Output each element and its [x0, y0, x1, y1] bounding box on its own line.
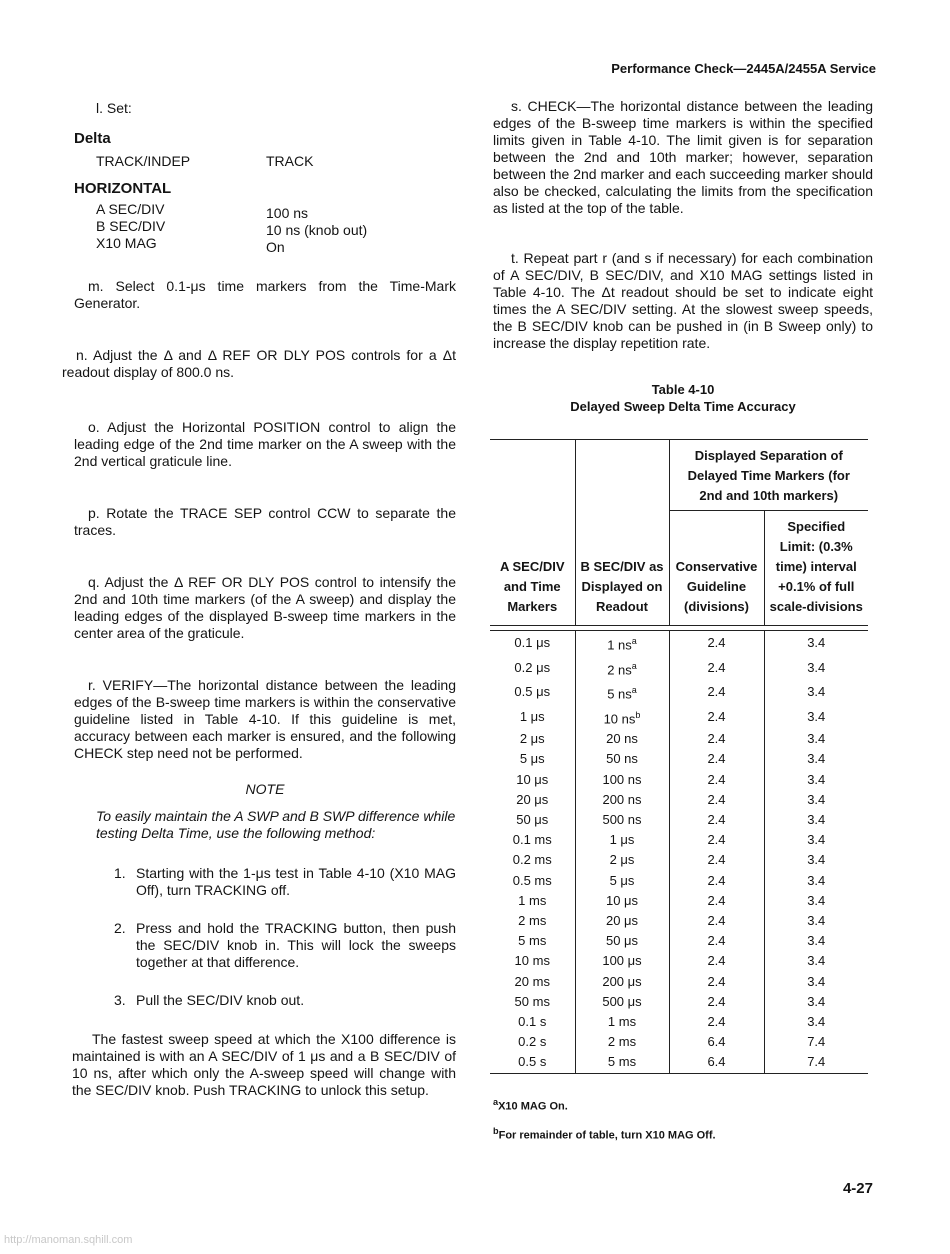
- cell-text: 10 μs: [516, 771, 549, 787]
- cell-text: 3.4: [807, 892, 826, 908]
- cell-text: 0.1 μs: [514, 635, 551, 651]
- cell-text: 3.4: [807, 973, 826, 989]
- step-l: l. Set:: [96, 100, 132, 116]
- step-s: s. CHECK—The horizontal distance between the leading edges of the B-sweep time markers is within the specified limits given in Table 4-10. The limit given is for separation between the 2nd and 10th marker; however, separation between the 2nd marker and each succeeding marker should also be checked, calculating the limits from the specification as listed at the top of the table.: [493, 98, 873, 216]
- table-row: [490, 749, 868, 769]
- cell-text: 0.2 μs: [514, 659, 551, 675]
- list-item-number: 3.: [114, 992, 126, 1008]
- setting-label: X10 MAG: [96, 235, 157, 251]
- cell-text: 2.4: [707, 852, 726, 868]
- table-row: [490, 951, 868, 971]
- footnote-ref: a: [631, 636, 637, 646]
- table-row: [490, 729, 868, 749]
- cell-conservative: [669, 891, 764, 911]
- cell-text: 3.4: [807, 852, 826, 868]
- cell-text: 1 μs: [519, 708, 545, 724]
- cell-conservative: [669, 705, 764, 730]
- cell-text: 100 μs: [602, 953, 642, 969]
- cell-text: 0.5 ms: [512, 872, 552, 888]
- cell-b-sec-div: [575, 951, 669, 971]
- cell-text: 2.4: [707, 791, 726, 807]
- cell-specified: [764, 1012, 868, 1032]
- cell-b-sec-div: [575, 705, 669, 730]
- cell-text: 3.4: [807, 751, 826, 767]
- table-row: [490, 790, 868, 810]
- cell-text: 50 ns: [606, 751, 638, 767]
- table-row: [490, 1012, 868, 1032]
- cell-specified: [764, 810, 868, 830]
- cell-a-sec-div: [490, 770, 575, 790]
- cell-specified: [764, 850, 868, 870]
- cell-a-sec-div: [490, 911, 575, 931]
- cell-specified: [764, 729, 868, 749]
- cell-text: 20 μs: [605, 912, 639, 928]
- cell-text: 2.4: [707, 912, 726, 928]
- table-row: [490, 972, 868, 992]
- col-header-conservative: [669, 511, 764, 626]
- col-header-b-sec-div: [575, 440, 669, 626]
- cell-specified: [764, 992, 868, 1012]
- cell-text: 200 ns: [602, 791, 642, 807]
- cell-text: 50 μs: [605, 933, 639, 949]
- cell-specified: [764, 1032, 868, 1052]
- table-row: [490, 891, 868, 911]
- table-row: [490, 680, 868, 705]
- cell-a-sec-div: [490, 656, 575, 681]
- cell-text: 2 ms: [518, 912, 547, 928]
- cell-text: 50 μs: [516, 811, 549, 827]
- cell-text: 3.4: [807, 872, 826, 888]
- horizontal-heading: HORIZONTAL: [74, 180, 172, 197]
- cell-text: 3.4: [807, 912, 826, 928]
- list-item-text: Pull the SEC/DIV knob out.: [136, 992, 305, 1008]
- col-header-a-sec-div: [490, 440, 575, 626]
- cell-b-sec-div: [575, 1032, 669, 1052]
- table-row: [490, 1032, 868, 1052]
- cell-b-sec-div: [575, 749, 669, 769]
- cell-a-sec-div: [490, 891, 575, 911]
- cell-a-sec-div: [490, 850, 575, 870]
- cell-conservative: [669, 790, 764, 810]
- cell-text: 3.4: [807, 993, 826, 1009]
- cell-text: 200 μs: [602, 973, 642, 989]
- setting-label: TRACK/INDEP: [96, 153, 191, 169]
- cell-text: 2 μs: [609, 852, 635, 868]
- cell-text: 20 μs: [516, 791, 549, 807]
- cell-b-sec-div: [575, 1012, 669, 1032]
- cell-conservative: [669, 871, 764, 891]
- footnote-b: [493, 1123, 873, 1145]
- col-header-text: A SEC/DIV and Time Markers: [499, 559, 565, 614]
- cell-text: 3.4: [807, 731, 826, 747]
- cell-text: 0.5 μs: [514, 684, 551, 700]
- setting-value: 10 ns (knob out): [266, 222, 368, 238]
- group-header-text: Displayed Separation of Delayed Time Markers (for 2nd and 10th markers): [687, 448, 850, 503]
- cell-text: 500 ns: [602, 811, 642, 827]
- note-steps: [74, 865, 456, 1009]
- left-column: [62, 100, 456, 1099]
- data-table: [490, 439, 868, 1074]
- list-item: [74, 920, 456, 971]
- running-header: Performance Check—2445A/2455A Service: [611, 61, 876, 76]
- cell-a-sec-div: [490, 729, 575, 749]
- table-row: [490, 1052, 868, 1073]
- cell-b-sec-div: [575, 810, 669, 830]
- cell-a-sec-div: [490, 972, 575, 992]
- table-row: [490, 931, 868, 951]
- cell-text: 3.4: [807, 771, 826, 787]
- cell-conservative: [669, 729, 764, 749]
- cell-text: 1 μs: [609, 832, 635, 848]
- cell-conservative: [669, 680, 764, 705]
- cell-text: 3.4: [807, 953, 826, 969]
- cell-specified: [764, 951, 868, 971]
- cell-a-sec-div: [490, 705, 575, 730]
- cell-a-sec-div: [490, 931, 575, 951]
- footnote-ref: a: [631, 685, 637, 696]
- cell-specified: [764, 631, 868, 656]
- cell-text: 0.2 s: [518, 1034, 547, 1050]
- cell-specified: [764, 911, 868, 931]
- cell-text: 2.4: [707, 684, 726, 700]
- cell-text: 2.4: [707, 751, 726, 767]
- cell-text: 2.4: [707, 933, 726, 949]
- cell-text: 2 μs: [519, 731, 545, 747]
- cell-a-sec-div: [490, 749, 575, 769]
- cell-b-sec-div: [575, 680, 669, 705]
- footnote-text: For remainder of table, turn X10 MAG Off.: [498, 1129, 716, 1142]
- setting-value: TRACK: [266, 153, 314, 169]
- cell-conservative: [669, 1012, 764, 1032]
- cell-b-sec-div: [575, 790, 669, 810]
- cell-conservative: [669, 911, 764, 931]
- setting-row-a-sec-div: [96, 201, 456, 221]
- step-o: o. Adjust the Horizontal POSITION control to align the leading edge of the 2nd time marker on the A sweep with the 2nd vertical graticule line.: [74, 419, 456, 469]
- cell-text: 7.4: [807, 1034, 826, 1050]
- cell-text: 5 ms: [518, 933, 547, 949]
- cell-text: 2.4: [707, 872, 726, 888]
- cell-b-sec-div: [575, 656, 669, 681]
- cell-b-sec-div: [575, 631, 669, 656]
- cell-b-sec-div: [575, 770, 669, 790]
- col-header-text: B SEC/DIV as Displayed on Readout: [580, 559, 664, 614]
- cell-text: 2.4: [707, 973, 726, 989]
- cell-a-sec-div: [490, 992, 575, 1012]
- cell-conservative: [669, 830, 764, 850]
- table-row: [490, 830, 868, 850]
- cell-conservative: [669, 992, 764, 1012]
- cell-specified: [764, 790, 868, 810]
- cell-b-sec-div: [575, 830, 669, 850]
- cell-text: 2.4: [707, 659, 726, 675]
- cell-text: 2.4: [707, 832, 726, 848]
- cell-specified: [764, 749, 868, 769]
- cell-b-sec-div: [575, 911, 669, 931]
- list-item: [74, 992, 456, 1009]
- cell-b-sec-div: [575, 972, 669, 992]
- cell-a-sec-div: [490, 1052, 575, 1073]
- footnote-mark: b: [493, 1126, 499, 1137]
- cell-text: 2.4: [707, 892, 726, 908]
- cell-text: 1 ms: [607, 1013, 637, 1029]
- step-q: q. Adjust the Δ REF OR DLY POS control to intensify the 2nd and 10th time markers (of the A sweep) and display the leading edges of the displayed B-sweep time markers in the center area of the graticule.: [74, 574, 456, 641]
- note-title: NOTE: [245, 781, 285, 797]
- setting-row-track-indep: [74, 153, 456, 170]
- cell-conservative: [669, 972, 764, 992]
- cell-text: 6.4: [707, 1034, 726, 1050]
- col-header-text: Specified Limit: (0.3% time) interval +0.1% of full scale-divisions: [769, 519, 863, 614]
- cell-specified: [764, 656, 868, 681]
- footnote-ref: b: [635, 709, 641, 720]
- footnote-ref: a: [631, 660, 637, 671]
- cell-text: 3.4: [807, 1013, 826, 1029]
- setting-value: 100 ns: [266, 205, 309, 221]
- list-item-number: 2.: [114, 920, 126, 936]
- table-label: Table 4-10: [651, 382, 715, 397]
- table-title: Delayed Sweep Delta Time Accuracy: [570, 399, 796, 414]
- table-row: [490, 850, 868, 870]
- group-header: [669, 440, 868, 511]
- cell-b-sec-div: [575, 931, 669, 951]
- cell-text: 20 ns: [606, 731, 638, 747]
- cell-specified: [764, 830, 868, 850]
- cell-text: 3.4: [807, 684, 826, 700]
- cell-text: 3.4: [807, 811, 826, 827]
- step-n: n. Adjust the Δ and Δ REF OR DLY POS controls for a Δt readout display of 800.0 ns.: [62, 347, 456, 380]
- table-row: [490, 871, 868, 891]
- cell-specified: [764, 770, 868, 790]
- cell-text: 3.4: [807, 832, 826, 848]
- cell-a-sec-div: [490, 631, 575, 656]
- table-row: [490, 770, 868, 790]
- list-item: [74, 865, 456, 899]
- cell-text: 2.4: [707, 635, 726, 651]
- cell-text: 1 ns: [607, 637, 632, 653]
- list-item-text: Starting with the 1-μs test in Table 4-10 (X10 MAG Off), turn TRACKING off.: [136, 865, 456, 898]
- cell-specified: [764, 972, 868, 992]
- closing-paragraph: The fastest sweep speed at which the X100 difference is maintained is with an A SEC/DIV of 1 μs and a B SEC/DIV of 10 ns, after which only the A-sweep speed will change with the SEC/DIV knob. Push TRACKING to unlock this setup.: [72, 1031, 456, 1098]
- step-m: m. Select 0.1-μs time markers from the Time-Mark Generator.: [74, 278, 456, 311]
- cell-specified: [764, 705, 868, 730]
- cell-text: 0.5 s: [518, 1054, 547, 1070]
- cell-a-sec-div: [490, 790, 575, 810]
- cell-conservative: [669, 1032, 764, 1052]
- cell-text: 2.4: [707, 811, 726, 827]
- table-row: [490, 911, 868, 931]
- cell-text: 3.4: [807, 933, 826, 949]
- cell-specified: [764, 680, 868, 705]
- cell-text: 6.4: [707, 1054, 726, 1070]
- cell-a-sec-div: [490, 951, 575, 971]
- col-header-text: Conservative Guideline (divisions): [675, 559, 758, 614]
- cell-conservative: [669, 770, 764, 790]
- cell-conservative: [669, 1052, 764, 1073]
- cell-specified: [764, 1052, 868, 1073]
- cell-text: 5 ms: [607, 1054, 637, 1070]
- watermark-url: http://manoman.sqhill.com: [4, 1234, 133, 1246]
- cell-b-sec-div: [575, 992, 669, 1012]
- setting-value: On: [266, 239, 285, 255]
- list-item-number: 1.: [114, 865, 126, 881]
- step-r: r. VERIFY—The horizontal distance between the leading edges of the B-sweep time markers is within the conservative guideline listed in Table 4-10. If this guideline is met, accuracy between each marker is ensured, and the following CHECK step need not be performed.: [74, 677, 456, 761]
- cell-conservative: [669, 951, 764, 971]
- horizontal-settings: [74, 201, 456, 255]
- right-column: [493, 98, 873, 1145]
- cell-text: 20 ms: [514, 973, 550, 989]
- note-body: To easily maintain the A SWP and B SWP difference while testing Delta Time, use the following method:: [96, 808, 456, 841]
- step-t: t. Repeat part r (and s if necessary) for each combination of A SEC/DIV, B SEC/DIV, and X10 MAG settings listed in Table 4-10. The Δt readout should be set to indicate eight times the A SEC/DIV setting. At the slowest sweep speeds, the B SEC/DIV knob can be pushed in (in B Sweep only) to increase the display repetition rate.: [493, 250, 873, 351]
- cell-text: 5 ns: [607, 686, 632, 702]
- cell-conservative: [669, 931, 764, 951]
- cell-a-sec-div: [490, 1032, 575, 1052]
- cell-b-sec-div: [575, 1052, 669, 1073]
- cell-b-sec-div: [575, 850, 669, 870]
- step-p: p. Rotate the TRACE SEP control CCW to separate the traces.: [74, 505, 456, 538]
- cell-b-sec-div: [575, 891, 669, 911]
- cell-text: 10 ns: [603, 710, 636, 726]
- cell-conservative: [669, 631, 764, 656]
- cell-specified: [764, 931, 868, 951]
- cell-b-sec-div: [575, 871, 669, 891]
- cell-a-sec-div: [490, 810, 575, 830]
- cell-text: 0.2 ms: [512, 852, 552, 868]
- cell-text: 3.4: [807, 635, 826, 651]
- cell-text: 3.4: [807, 791, 826, 807]
- cell-text: 3.4: [807, 708, 826, 724]
- cell-specified: [764, 891, 868, 911]
- cell-text: 0.1 s: [518, 1013, 547, 1029]
- cell-text: 2.4: [707, 953, 726, 969]
- cell-text: 10 ms: [514, 953, 550, 969]
- cell-text: 2.4: [707, 993, 726, 1009]
- list-item-text: Press and hold the TRACKING button, then push the SEC/DIV knob in. This will lock the sweeps together at that difference.: [136, 920, 456, 970]
- cell-conservative: [669, 850, 764, 870]
- cell-text: 10 μs: [605, 892, 639, 908]
- table-body: [490, 631, 868, 1074]
- cell-a-sec-div: [490, 830, 575, 850]
- table-row: [490, 656, 868, 681]
- setting-label: A SEC/DIV: [96, 201, 165, 217]
- cell-text: 2 ms: [607, 1034, 637, 1050]
- cell-text: 100 ns: [602, 771, 642, 787]
- footnote-mark: a: [493, 1096, 499, 1107]
- cell-text: 50 ms: [514, 993, 550, 1009]
- cell-text: 7.4: [807, 1054, 826, 1070]
- cell-conservative: [669, 656, 764, 681]
- cell-text: 2.4: [707, 771, 726, 787]
- cell-a-sec-div: [490, 871, 575, 891]
- table-row: [490, 810, 868, 830]
- cell-text: 2 ns: [607, 661, 632, 677]
- cell-text: 5 μs: [519, 751, 545, 767]
- table-row: [490, 631, 868, 656]
- cell-conservative: [669, 749, 764, 769]
- delta-heading: Delta: [74, 130, 111, 147]
- cell-text: 2.4: [707, 1013, 726, 1029]
- setting-label: B SEC/DIV: [96, 218, 166, 234]
- table-row: [490, 705, 868, 730]
- cell-a-sec-div: [490, 680, 575, 705]
- col-header-specified: [764, 511, 868, 626]
- page-number: 4-27: [842, 1180, 873, 1197]
- cell-text: 3.4: [807, 659, 826, 675]
- cell-text: 2.4: [707, 708, 726, 724]
- cell-b-sec-div: [575, 729, 669, 749]
- footnote-a: [493, 1094, 873, 1116]
- cell-a-sec-div: [490, 1012, 575, 1032]
- cell-conservative: [669, 810, 764, 830]
- cell-text: 5 μs: [609, 872, 635, 888]
- cell-text: 500 μs: [602, 993, 642, 1009]
- cell-text: 0.1 ms: [512, 832, 552, 848]
- footnote-text: X10 MAG On.: [498, 1100, 568, 1113]
- cell-specified: [764, 871, 868, 891]
- table-row: [490, 992, 868, 1012]
- cell-text: 2.4: [707, 731, 726, 747]
- cell-text: 1 ms: [518, 892, 547, 908]
